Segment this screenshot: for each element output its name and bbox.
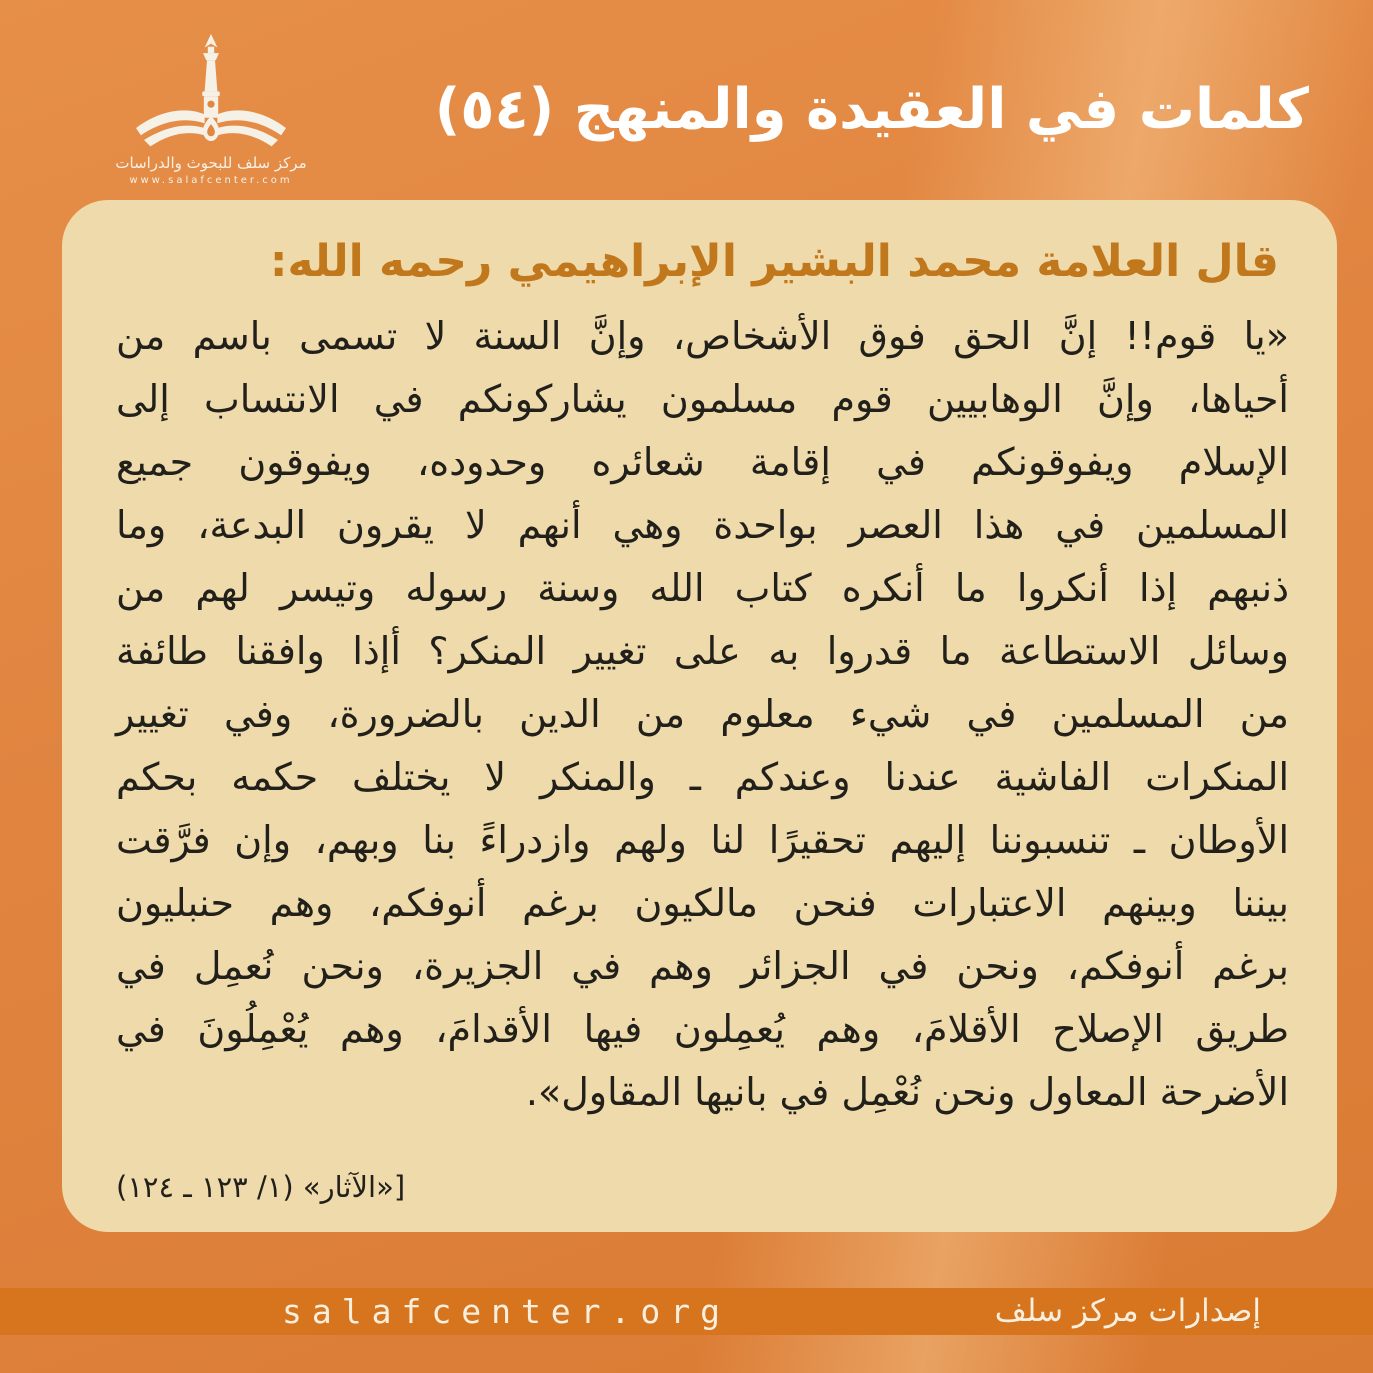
- footer-bar: [0, 1288, 1373, 1335]
- quote-line: برغم أنوفكم، ونحن في الجزائر وهم في الجزيرة، ونحن نُعمِل في: [116, 943, 1289, 988]
- quote-line: وسائل الاستطاعة ما قدروا به على تغيير المنكر؟ أإذا وافقنا طائفة: [116, 628, 1289, 673]
- quote-line: أحياها، وإنَّ الوهابيين قوم مسلمون يشاركونكم في الانتساب إلى: [116, 376, 1289, 421]
- quote-line: الأضرحة المعاول ونحن نُعْمِل في بانيها المقاول».: [525, 1069, 1289, 1114]
- quote-line: المنكرات الفاشية عندنا وعندكم ـ والمنكر لا يختلف حكمه بحكم: [116, 754, 1289, 799]
- quote-line: «يا قوم!! إنَّ الحق فوق الأشخاص، وإنَّ السنة لا تسمى باسم من: [116, 313, 1289, 358]
- quote-line: بيننا وبينهم الاعتبارات فنحن مالكيون برغم أنوفكم، وهم حنبليون: [116, 880, 1289, 925]
- quote-line: من المسلمين في شيء معلوم من الدين بالضرورة، وفي تغيير: [116, 691, 1289, 736]
- quote-line: ذنبهم إذا أنكروا ما أنكره كتاب الله وسنة رسوله وتيسر لهم من: [116, 565, 1289, 610]
- quote-line: الأوطان ـ تنسبوننا إليهم تحقيرًا لنا ولهم وازدراءً بنا وبهم، وإن فرَّقت: [116, 817, 1289, 862]
- logo-website: www.salafcenter.com: [129, 175, 293, 186]
- page-title: كلمات في العقيدة والمنهج (٥٤): [434, 77, 1309, 142]
- quote-card: [62, 200, 1337, 1232]
- quote-text: [116, 305, 1289, 1124]
- quote-line: طريق الإصلاح الأقلامَ، وهم يُعمِلون فيها الأقدامَ، وهم يُعْمِلُونَ في: [116, 1006, 1289, 1051]
- footer-publisher: إصدارات مركز سلف: [994, 1293, 1261, 1329]
- logo-org-name: مركز سلف للبحوث والدراسات: [115, 154, 307, 172]
- quote-attribution: قال العلامة محمد البشير الإبراهيمي رحمه الله:: [269, 236, 1279, 287]
- minaret-open-book-icon: [111, 34, 311, 152]
- footer-website: salafcenter.org: [282, 1292, 731, 1331]
- quote-line: المسلمين في هذا العصر بواحدة وهي أنهم لا يقرون البدعة، وما: [116, 502, 1289, 547]
- source-citation: [«الآثار» (١/ ١٢٣ ـ ١٢٤): [116, 1170, 406, 1204]
- salaf-center-logo: [104, 34, 318, 186]
- quote-line: الإسلام ويفوقونكم في إقامة شعائره وحدوده، ويفوقون جميع: [116, 439, 1289, 484]
